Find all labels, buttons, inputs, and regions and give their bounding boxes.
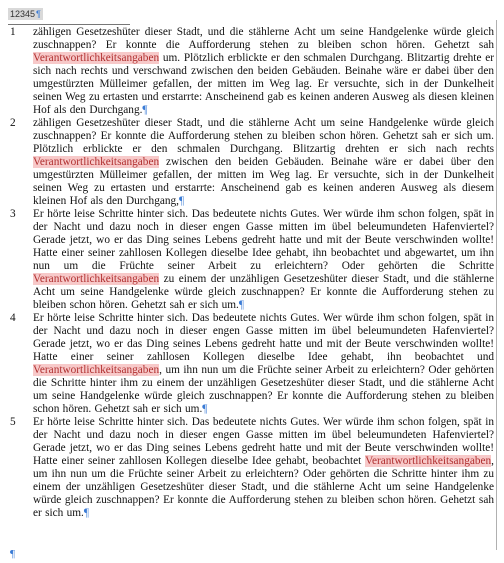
numbered-paragraph-1[interactable] <box>10 26 494 117</box>
header-pilcrow-mark: ¶ <box>36 9 41 19</box>
field-stamp <box>8 8 43 20</box>
highlighted-term[interactable]: Verantwortlichkeitsangaben <box>33 364 160 376</box>
right-margin-boundary <box>496 20 497 550</box>
paragraph-text-run: , um ihn nun um die Früchte seiner Arbeit zu erleichtern? Oder gehörten die Schritte hinter ihm zu einem der unzähligen Gesetzeshüter dieser Stadt, und die stählerne Acht um seine Handgelenke würde gleich zuschnappen? Er konnte die Aufforderung stehen zu bleiben schon hören. Gehetzt sah er sich um. <box>33 455 494 519</box>
paragraph-text-run: Er hörte leise Schritte hinter sich. Das bedeutete nichts Gutes. Wer würde ihm schon folgen, spät in der Nacht und dazu noch in dieser engen Gasse mitten im übel beleumundeten Hafenviertel? Gerade jetzt, wo er das Ding seines Lebens gedreht hatte und mit der Beute verschwinden wollte! Hatte einer seiner zahllosen Kollegen dieselbe Idee gehabt, ihn beobachtet und <box>33 312 494 363</box>
highlighted-term[interactable]: Verantwortlichkeitsangaben <box>33 52 160 64</box>
paragraph-text-run: zu einem der unzähligen Gesetzeshüter dieser Stadt, und die stählerne Acht um seine Handgelenke würde gleich zuschnappen? Er konnte die Aufforderung stehen zu bleiben schon hören. Gehetzt sah er sich um. <box>33 273 494 311</box>
paragraph-text-run: , um ihn nun um die Früchte seiner Arbeit zu erleichtern? Oder gehörten die Schritte hinter ihm zu einem der unzähligen Gesetzeshüter dieser Stadt, und die stählerne Acht um seine Handgelenke würde gleich zuschnappen? Er konnte die Aufforderung stehen zu bleiben schon hören. Gehetzt sah er sich um. <box>33 364 494 415</box>
paragraph-number: 3 <box>10 208 16 220</box>
document-body[interactable] <box>10 26 494 520</box>
pilcrow-mark: ¶ <box>179 195 185 207</box>
numbered-paragraph-5[interactable] <box>10 416 494 520</box>
pilcrow-mark: ¶ <box>202 403 208 415</box>
paragraph-text-run: zähligen Gesetzeshüter dieser Stadt, und die stählerne Acht um seine Handgelenke würde gleich zuschnappen? Er konnte die Aufforderung stehen zu bleiben schon hören. Gehetzt sah er sich um. Plötzlich erblickte er den schmalen Durchgang. Blitzartig drehten er sich nach rechts <box>33 117 494 155</box>
pilcrow-mark: ¶ <box>142 104 148 116</box>
paragraph-text-run: zwischen den beiden Gebäuden. Beinahe wäre er dabei über den umgestürzten Mülleimer gefallen, der mitten im Weg lag. Er versuchte, sich in der Dunkelheit seinen Weg zu ertasten und erstarrte: Anscheinend gab es keinen anderen Ausweg als diesem kleinen Hof als den Durchgang, <box>33 156 494 207</box>
paragraph-text[interactable] <box>33 312 494 416</box>
numbered-paragraph-4[interactable] <box>10 312 494 416</box>
end-pilcrow-mark: ¶ <box>10 548 15 560</box>
header-separator-line <box>8 24 130 25</box>
paragraph-text-run: Er hörte leise Schritte hinter sich. Das bedeutete nichts Gutes. Wer würde ihm schon folgen, spät in der Nacht und dazu noch in dieser engen Gasse mitten im übel beleumundeten Hafenviertel? Gerade jetzt, wo er das Ding seines Lebens gedreht hatte und mit der Beute verschwinden wollte! Hatte einer seiner zahllosen Kollegen dieselbe Idee gehabt, ihn beobachtet und abgewartet, um ihn nun um die Früchte seiner Arbeit zu erleichtern? Oder gehörten die Schritte <box>33 208 494 272</box>
paragraph-text[interactable] <box>33 26 494 117</box>
paragraph-text-run: Er hörte leise Schritte hinter sich. Das bedeutete nichts Gutes. Wer würde ihm schon folgen, spät in der Nacht und dazu noch in dieser engen Gasse mitten im übel beleumundeten Hafenviertel? Gerade jetzt, wo er das Ding seines Lebens gedreht hatte und mit der Beute verschwinden wollte! Hatte einer seiner zahllosen Kollegen dieselbe Idee gehabt, beobachtet <box>33 416 494 467</box>
field-stamp-text: 12345 <box>10 9 36 19</box>
highlighted-term[interactable]: Verantwortlichkeitsangaben <box>33 273 160 285</box>
paragraph-text-run: zähligen Gesetzeshüter dieser Stadt, und die stählerne Acht um seine Handgelenke würde gleich zuschnappen? Er konnte die Aufforderung stehen zu bleiben schon hören. Gehetzt sah <box>33 26 494 51</box>
paragraph-text-run: um. Plötzlich erblickte er den schmalen Durchgang. Blitzartig drehte er sich nach rechts und verschwand zwischen den beiden Gebäuden. Beinahe wäre er dabei über den umgestürzten Mülleimer gefallen, der mitten im Weg lag. Er versuchte, sich in der Dunkelheit seinen Weg zu ertasten und erstarrte: Anscheinend gab es keinen anderen Ausweg als diesen kleinen Hof als den Durchgang. <box>33 52 494 116</box>
paragraph-text[interactable] <box>33 416 494 520</box>
paragraph-text[interactable] <box>33 117 494 208</box>
pilcrow-mark: ¶ <box>83 507 90 519</box>
paragraph-number: 5 <box>10 416 16 428</box>
highlighted-term[interactable]: Verantwortlichkeitsangaben <box>365 455 492 467</box>
numbered-paragraph-2[interactable] <box>10 117 494 208</box>
paragraph-text[interactable] <box>33 208 494 312</box>
paragraph-number: 2 <box>10 117 16 129</box>
paragraph-number: 4 <box>10 312 16 324</box>
highlighted-term[interactable]: Verantwortlichkeitsangaben <box>33 156 160 168</box>
numbered-paragraph-3[interactable] <box>10 208 494 312</box>
pilcrow-mark: ¶ <box>238 299 244 311</box>
paragraph-number: 1 <box>10 26 16 38</box>
